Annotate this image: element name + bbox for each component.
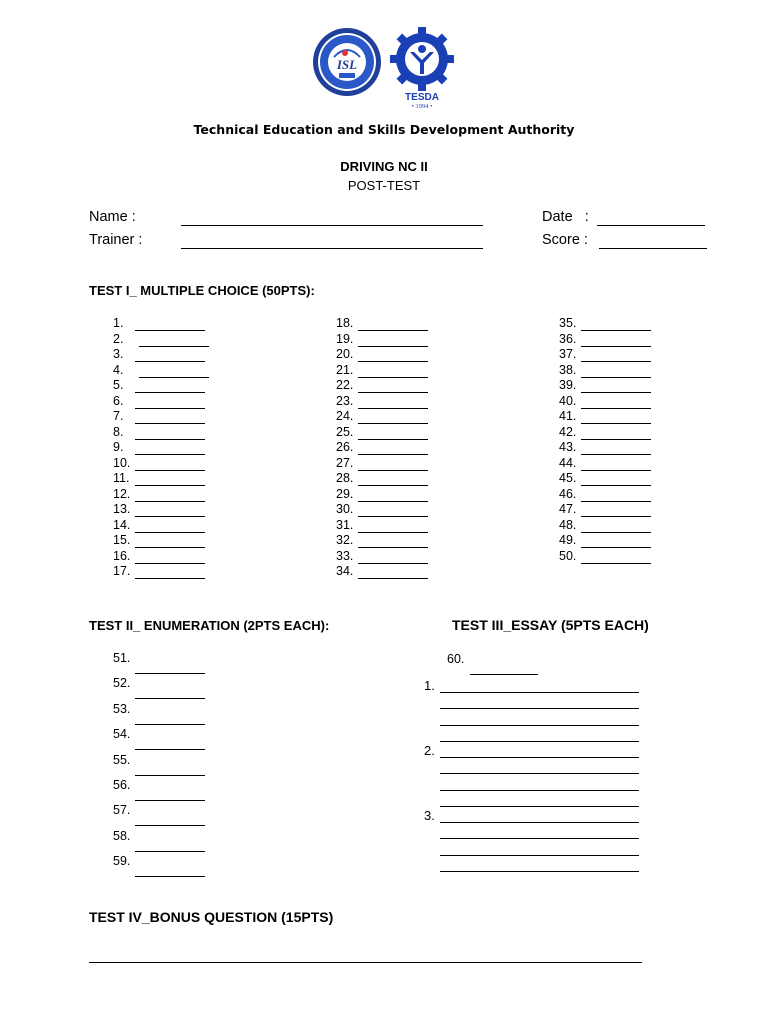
question-number: 58. [113, 828, 131, 843]
question-number: 38. [559, 362, 577, 377]
answer-blank[interactable] [139, 377, 209, 378]
question-number: 47. [559, 502, 577, 516]
answer-blank[interactable] [135, 578, 205, 579]
answer-blank[interactable] [358, 501, 428, 502]
answer-blank[interactable] [135, 470, 205, 471]
answer-blank[interactable] [581, 547, 651, 548]
question-number: 46. [559, 486, 577, 501]
test3-title: TEST III_ESSAY (5PTS EACH) [452, 617, 649, 633]
course-title: DRIVING NC II [340, 159, 428, 174]
answer-blank[interactable] [358, 346, 428, 347]
essay-number: 3. [424, 808, 435, 823]
question-number: 23. [336, 393, 354, 408]
question-number: 20. [336, 347, 354, 361]
date-label: Date : [542, 209, 589, 225]
essay-answer-line[interactable] [440, 773, 639, 774]
score-label: Score : [542, 232, 588, 248]
answer-blank[interactable] [581, 470, 651, 471]
essay-answer-line[interactable] [440, 855, 639, 856]
question-number: 60. [447, 652, 465, 666]
agency-title: Technical Education and Skills Development Authority [193, 122, 575, 137]
question-number: 45. [559, 471, 577, 485]
essay-answer-line[interactable] [440, 708, 639, 709]
answer-blank[interactable] [358, 485, 428, 486]
question-number: 59. [113, 854, 131, 869]
question-number: 50. [559, 548, 577, 563]
answer-blank[interactable] [135, 532, 205, 533]
tesda-year: • 1994 • [411, 103, 433, 109]
answer-blank[interactable] [135, 454, 205, 455]
question-number: 31. [336, 517, 354, 532]
tesda-wordmark: TESDA [405, 92, 439, 103]
answer-blank[interactable] [135, 876, 205, 877]
question-number: 14. [113, 517, 131, 532]
question-number: 34. [336, 564, 354, 578]
answer-blank[interactable] [581, 516, 651, 517]
answer-blank[interactable] [358, 454, 428, 455]
essay-number: 2. [424, 743, 435, 758]
answer-blank[interactable] [581, 423, 651, 424]
answer-blank[interactable] [135, 698, 205, 699]
answer-blank[interactable] [135, 485, 205, 486]
question-number: 27. [336, 455, 354, 470]
question-number: 39. [559, 378, 577, 392]
question-number: 51. [113, 651, 131, 665]
tesda-logo [390, 27, 454, 109]
question-number: 16. [113, 548, 131, 563]
essay-answer-line[interactable] [440, 838, 639, 839]
question-number: 12. [113, 486, 131, 501]
answer-blank[interactable] [358, 408, 428, 409]
essay-answer-line[interactable] [440, 790, 639, 791]
question-number: 57. [113, 803, 131, 818]
answer-blank[interactable] [581, 485, 651, 486]
question-number: 18. [336, 316, 354, 330]
question-number: 1. [113, 316, 124, 330]
answer-blank[interactable] [581, 439, 651, 440]
question-number: 37. [559, 347, 577, 361]
question-number: 53. [113, 701, 131, 716]
question-number: 2. [113, 331, 124, 346]
question-number: 35. [559, 316, 577, 330]
answer-blank[interactable] [358, 532, 428, 533]
answer-blank[interactable] [581, 408, 651, 409]
answer-blank[interactable] [581, 501, 651, 502]
answer-blank[interactable] [135, 825, 205, 826]
test2-title: TEST II_ ENUMERATION (2PTS EACH): [89, 618, 330, 633]
answer-blank[interactable] [135, 501, 205, 502]
trainer-field[interactable] [181, 248, 483, 249]
essay-answer-line[interactable] [440, 741, 639, 742]
answer-blank[interactable] [358, 377, 428, 378]
question-number: 33. [336, 548, 354, 563]
question-number: 29. [336, 486, 354, 501]
essay-answer-line[interactable] [440, 806, 639, 807]
question-number: 41. [559, 409, 577, 423]
answer-blank[interactable] [139, 346, 209, 347]
answer-blank[interactable] [358, 578, 428, 579]
answer-blank[interactable] [135, 851, 205, 852]
answer-blank[interactable] [358, 330, 428, 331]
answer-blank[interactable] [135, 439, 205, 440]
answer-blank[interactable] [135, 547, 205, 548]
answer-blank[interactable] [358, 361, 428, 362]
question-number: 40. [559, 393, 577, 408]
name-field[interactable] [181, 225, 483, 226]
question-number: 44. [559, 455, 577, 470]
answer-blank[interactable] [581, 377, 651, 378]
question-number: 21. [336, 362, 354, 377]
question-number: 26. [336, 440, 354, 454]
essay-answer-line[interactable] [440, 692, 639, 693]
essay-answer-line[interactable] [440, 725, 639, 726]
answer-blank[interactable] [581, 330, 651, 331]
test4-title: TEST IV_BONUS QUESTION (15PTS) [89, 909, 334, 925]
question-number: 13. [113, 502, 131, 516]
answer-blank[interactable] [581, 454, 651, 455]
name-label: Name : [89, 209, 136, 225]
question-number: 15. [113, 533, 131, 547]
question-number: 22. [336, 378, 354, 392]
question-number: 11. [113, 471, 130, 485]
answer-blank[interactable] [358, 439, 428, 440]
question-number: 30. [336, 502, 354, 516]
question-number: 32. [336, 533, 354, 547]
question-number: 56. [113, 778, 131, 792]
answer-blank[interactable] [135, 392, 205, 393]
question-number: 36. [559, 331, 577, 346]
question-number: 7. [113, 409, 124, 423]
question-number: 17. [113, 564, 131, 578]
question-number: 8. [113, 424, 124, 439]
question-number: 48. [559, 517, 577, 532]
answer-blank[interactable] [470, 674, 538, 675]
answer-blank[interactable] [358, 470, 428, 471]
answer-blank[interactable] [135, 408, 205, 409]
question-number: 6. [113, 393, 124, 408]
question-number: 49. [559, 533, 577, 547]
question-number: 10. [113, 455, 131, 470]
answer-blank[interactable] [135, 516, 205, 517]
answer-blank[interactable] [358, 563, 428, 564]
answer-blank[interactable] [581, 532, 651, 533]
test1-title: TEST I_ MULTIPLE CHOICE (50PTS): [89, 283, 315, 298]
answer-blank[interactable] [358, 423, 428, 424]
bonus-answer-line[interactable] [89, 962, 642, 963]
essay-number: 1. [424, 678, 435, 693]
question-number: 54. [113, 727, 131, 742]
trainer-label: Trainer : [89, 232, 143, 248]
answer-blank[interactable] [135, 749, 205, 750]
answer-blank[interactable] [135, 775, 205, 776]
answer-blank[interactable] [135, 673, 205, 674]
essay-answer-line[interactable] [440, 757, 639, 758]
answer-blank[interactable] [135, 563, 205, 564]
question-number: 43. [559, 440, 577, 454]
answer-blank[interactable] [581, 563, 651, 564]
question-number: 9. [113, 440, 124, 454]
question-number: 52. [113, 676, 131, 691]
answer-blank[interactable] [358, 392, 428, 393]
question-number: 25. [336, 424, 354, 439]
answer-blank[interactable] [358, 547, 428, 548]
answer-blank[interactable] [135, 800, 205, 801]
school-seal-logo [312, 27, 382, 97]
test-type: POST-TEST [347, 178, 421, 193]
question-number: 3. [113, 347, 124, 361]
answer-blank[interactable] [358, 516, 428, 517]
answer-blank[interactable] [135, 724, 205, 725]
question-number: 19. [336, 331, 354, 346]
seal-letters: ISL [336, 57, 358, 72]
question-number: 24. [336, 409, 354, 423]
date-field[interactable] [597, 225, 705, 226]
answer-blank[interactable] [581, 392, 651, 393]
question-number: 5. [113, 378, 124, 392]
answer-blank[interactable] [135, 423, 205, 424]
question-number: 28. [336, 471, 354, 485]
answer-blank[interactable] [581, 361, 651, 362]
score-field[interactable] [599, 248, 707, 249]
essay-answer-line[interactable] [440, 822, 639, 823]
answer-blank[interactable] [135, 330, 205, 331]
answer-blank[interactable] [581, 346, 651, 347]
question-number: 55. [113, 752, 131, 767]
question-number: 4. [113, 362, 124, 377]
essay-answer-line[interactable] [440, 871, 639, 872]
question-number: 42. [559, 424, 577, 439]
answer-blank[interactable] [135, 361, 205, 362]
